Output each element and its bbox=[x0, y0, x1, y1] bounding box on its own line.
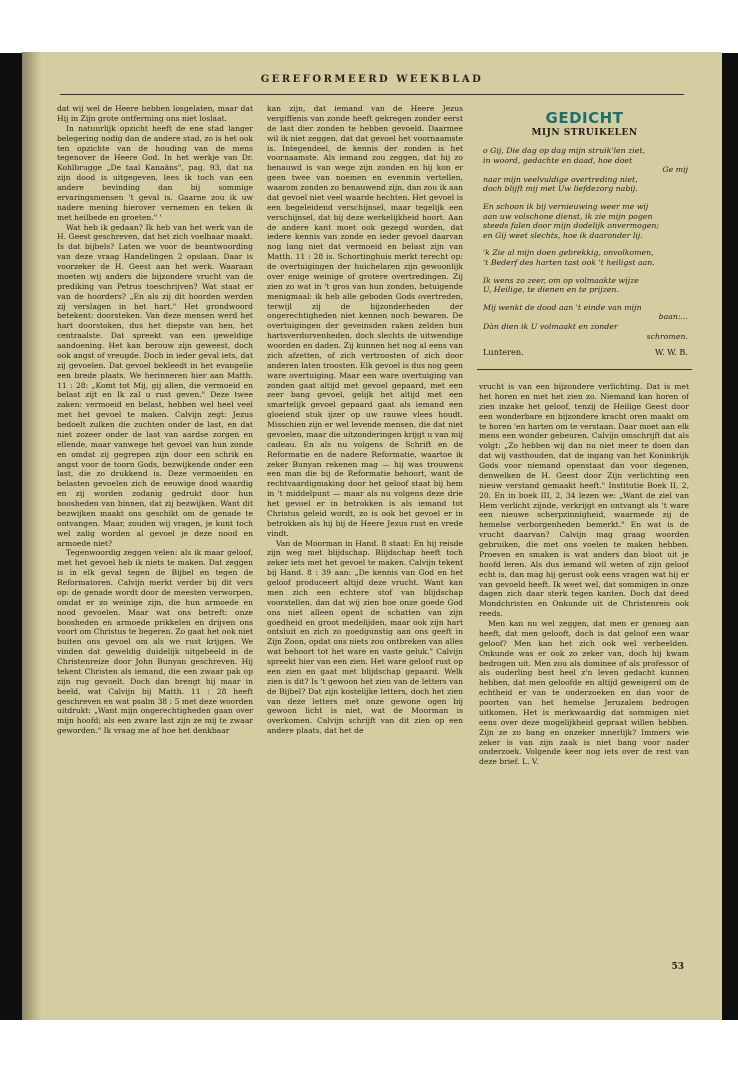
poem-stanza bbox=[483, 146, 692, 194]
newspaper-page bbox=[22, 52, 722, 1020]
poem-line: Dàn dien ik U volmaakt en zonder bbox=[483, 321, 618, 331]
poem-stanza bbox=[483, 202, 692, 240]
page-header: GEREFORMEERD WEEKBLAD bbox=[260, 74, 484, 85]
paragraph: Tegenwoordig zeggen velen: als ik maar geloof, met het gevoel heb ik niets te maken. Dat zeggen is in elk geval tegen de Bijbel en tegen de Reformatoren. Calvijn merkt verder bij dit vers op: de genade wordt door de meesten verworpen, omdat er zo weinige zijn, die hun armoede en nood gevoelen. Maar wat ons betreft: onze boosheden en armoede prikkelen en drijven ons voort om Christus te begeren. Zo gaat het ook niet buiten ons gevoel om als we rust krijgen. We vinden dat geweldig duidelijk uitgebeeld in de Christenreize door John Bunyan geschreven. Hij tekent Christen als iemand, die een zwaar pak op zijn rug gevoelt. Doch dan brengt hij maar in beeld, wat Calvijn bij Matth. 11 : 28 heeft geschreven en wat psalm 38 : 5 met deze woorden uitdrukt: „Want mijn ongerechtigheden gaan over mijn hoofd; als een zware last zijn ze mij te zwaar geworden." Ik vraag me af hoe het denkbaar bbox=[57, 548, 253, 736]
poem-line: 'k Zie al mijn doen gebrekkig, onvolkomen, bbox=[483, 248, 654, 258]
poem-line: Mij wenkt de dood aan 't einde van mijn bbox=[483, 302, 642, 312]
poem-line: o Gij, Die dag op dag mijn struik'len ziet, bbox=[483, 146, 645, 155]
poem-author: W. W. B. bbox=[655, 347, 688, 358]
poem-line: U, Heilige, te dienen en te prijzen. bbox=[483, 285, 619, 295]
poem-line: in woord, gedachte en daad, hoe doet bbox=[483, 155, 633, 165]
paragraph: vrucht is van een bijzondere verlichting. Dat is met het horen en met het zien zo. Niemand kan horen of zien inzake het geloof, tenzij de Heilige Geest door een wonderbare en bijzondere kracht oren maakt om te horen 'en harten om te verstaan. Daar moet aan elk mens een wonder gebeuren. Calvijn omschrijft dat als volgt: „Zo hebben wij dan nu niet meer te doen dan dat wij vasthouden, dat de ingang van het Koninkrijk Gods voor niemand openstaat dan voor degenen, denwelken de H. Geest door Zijn verlichting een nieuw verstand gemaakt heeft." Institutie Boek II, 2, 20. En in boek III, 2, 34 lezen we: „Want de ziel van Hem verlicht zijnde, verkrijgt en ontvangt als 't ware een nieuwe scherpzinnigheid, waarmede zij de hemelse verborgenheden bemerkt." En wat is de vrucht daarvan? Calvijn mag graag woorden gebruiken, die met ons voelen te maken hebben. Proeven en smaken is wat anders dan bloot uit je hoofd leren. Als dus iemand wil weten of zijn geloof echt is, dan mag hij gerust ook eens vragen wat hij er van gevoeld heeft. Ik weet wel, dat sommigen in onze dagen zich daar sterk tegen kanten. Doch dat deed Mondchristen en Onkunde uit de Christenreis ook reeds. bbox=[479, 382, 689, 619]
column-2 bbox=[267, 104, 463, 974]
poem-place: Lunteren. bbox=[483, 347, 524, 358]
poem-line: En schoon ik bij vernieuwing weer me wij bbox=[483, 201, 649, 211]
column-1 bbox=[57, 104, 253, 974]
paragraph: kan zijn, dat iemand van de Heere Jezus vergiffenis van zonde heeft gekregen zonder eerst de last dier zonden te hebben gevoeld. Daarmee wil ik niet zeggen, dat dat gevoel het voornaamste is. Integendeel, de kennis der zonden is het voornaamste. Als iemand zou zeggen, dat hij zo benauwd is van wege zijn zonden en hij kon er geen twee van noemen en evenmin vertellen, waarom zonden zo benauwend zijn, dan zou ik aan dat gevoel niet veel waarde hechten. Het gevoel is een begeleidend verschijnsel, maar tegelijk een verschijnsel, dat bij deze werkelijkheid hoort. Aan de andere kant moet ook gezegd worden, dat iedere kennis van zonde en ieder gevoel daarvan nog lang niet dat vermoeid en belast zijn van Matth. 11 : 28 is. Schortinghuis merkt terecht op: de overtuigingen der huichelaren zijn gewoonlijk over enige weinige of grotere overtredingen. Zij zien zo wat in 't gros van hun zonden, betuigende menigmaal: ik heb alle geboden Gods overtreden, terwijl zij de bijzonderheden der ongerechtigheden niet kennen noch bewaren. De overtuigingen der geveinsden raken zelden hun hartsverdorvenheden, doch slechts de uitwendige woorden en daden. Zij kunnen het nog al eens van zich afzetten, of zich vertroosten of zich door anderen laten troosten. Elk gevoel is dus nog geen ware overtuiging. Maar een ware overtuiging van zonden gaat altijd met gevoel gepaard, met een zeer bang gevoel, gelijk het altijd met een smartelijk gevoel gepaard gaat als iemand een gloeiend stuk ijzer op uw rauwe vlees houdt. Misschien zijn er wel levende mensen, die dat niet gevoelen, maar die uitzonderingen krijgt u van mij cadeau. En als nu volgens de Schrift en de Reformatie en de nadere Reformatie, waartoe ik zeker Bunyan rekenen mag — hij was trouwens een man die bij de Reformatie behoort, want de rechtvaardigmaking door het geloof staat bij hem in 't middelpunt — maar als nu volgens deze drie het gevoel er in betrokken is als iemand tot Christus geleid wordt, zo is ook het gevoel er in betrokken als hij bij de Heere Jezus rust en vrede vindt. bbox=[267, 104, 463, 538]
page-number: 53 bbox=[671, 962, 684, 972]
poem-stanza bbox=[483, 276, 692, 295]
poem-line: Ik wens zo zeer, om op volmaakte wijze bbox=[483, 275, 639, 285]
poem-line: schromen. bbox=[646, 331, 688, 341]
poem-line: naar mijn veelvuldige overtreding niet, bbox=[483, 174, 638, 184]
poem-stanza bbox=[483, 248, 692, 267]
header-rule bbox=[60, 94, 684, 95]
poem-signature bbox=[483, 347, 688, 357]
paragraph: Wat heb ik gedaan? Ik heb van het werk van de H. Geest geschreven, dat het zich voelbaar maakt. Is dat bijbels? Laten we voor de beantwoording van deze vraag Handelingen 2 opslaan. Daar is voorzeker de H. Geest aan het werk. Waaraan moeten wij anders die bijzondere vrucht van de prediking van Petrus toeschrijven? Wat staat er van de hoorders? „En als zij dit hoorden werden zij verslagen in het hart." Het grondwoord betekent: doorsteken. Van deze mensen werd het hart doorstoken, dus het diepste van hen, het centraalste. Dat spreekt van een geweldige aandoening. Het kan berouw zijn geweest, doch ook angst of vreugde. Doch in ieder geval iets, dat zij gevoelen. Dat gevoel bekleedt in het evangelie een brede plaats. We herinneren hier aan Matth. 11 : 28: „Komt tot Mij, gij allen, die vermoeid en belast zijt en Ik zal u rust geven." Deze twee zaken: vermoeid en belast, hebben wel heel veel met het gevoel te maken. Calvijn zegt: Jezus bedoelt zulken die zuchten onder de last, en dat niet zozeer onder de last van aardse zorgen en ellende, maar vanwege het gevoel van hun zonde en omdat zij gegrepen zijn door een schrik en angst voor de toorn Gods, bezwijkende onder een last, die zo drukkend is. Deze vermoeiden en belasten gevoelen zich de eeuwige dood waardig en zij worden zodanig gedrukt door hun boosheden van binnen, dat zij bezwijken. Want dit bezwijken maakt ons geschikt om de genade te ontvangen. Maar, zouden wij vragen, je kunt toch wel zalig worden al gevoel je deze nood en armoede niet? bbox=[57, 222, 253, 548]
poem-subtitle: MIJN STRUIKELEN bbox=[531, 128, 638, 138]
poem-line: steeds falen door mijn dodelijk onvermogen; bbox=[483, 221, 660, 231]
paragraph: Van de Moorman in Hand. 8 staat: En hij reisde zijn weg met blijdschap. Blijdschap heeft toch zeker iets met het gevoel te maken. Calvijn tekent bij Hand. 8 : 39 aan: „De kennis van God en het geloof produceert altijd deze vrucht. Want kan men zich een echtere stof van blijdschap voorstellen, dan dat wij zien hoe onze goede God ons niet alleen opent de schatten van zijn goedheid en groot medelijden, maar ook zijn hart ontsluit en zich zo goedgunstig aan ons geeft in Zijn Zoon, opdat ons niets zou ontbreken van alles wat behoort tot het ware en vaste geluk." Calvijn spreekt hier van een zien. Het ware geloof rust op een zien en gaat met blijdschap gepaard. Welk zien is dit? Is 't gewoon het zien van de letters van de Bijbel? Dat zijn kostelijke letters, doch het zien van deze letters met onze gewone ogen bij gewoon licht is niet, wat de Moorman is overkomen. Calvijn schrijft van dit zien op een andere plaats, dat het de bbox=[267, 538, 463, 736]
poem-line: 't Bederf des harten tast ook 't heiligst aan. bbox=[483, 257, 655, 267]
poem-block bbox=[477, 107, 692, 367]
paragraph: In natuurlijk opzicht heeft de ene stad langer belegering nodig dan de andere stad, zo is het ook ten opzichte van de houding van de mens tegenover de Heere God. In het werkje van Dr. Kohlbrugge „De taal Kanaäns", pag. 93, dat na zijn dood is uitgegeven, lees ik toch van een andere bevinding dan bij sommige ervaringsmensen 't geval is. Gaarne zou ik uw nadere mening hierover vernemen en teken ik met heilbede en groeten." ' bbox=[57, 123, 253, 222]
poem-box bbox=[477, 107, 692, 370]
paragraph: Men kan nu wel zeggen, dat men er genoeg aan heeft, dat men gelooft, doch is dat geloof een waar geloof? Men kan het zich ook wel verbeelden. Onkunde was er ook zo zeker van, doch hij kwam bedrogen uit. Men zou als dominee of als professor of als ouderling best heel z'n leven gedacht kunnen hebben, dat men geloofde en altijd geweigerd om de echtheid er van te onderzoeken en dan voor de poorten van het hemelse Jeruzalem bedrogen uitkomen. Het is merkwaardig dat sommigen niet eens over deze mogelijkheid gepraat willen hebben. Zijn ze zo bang en onzeker innerlijk? Immers wie zeker is van zijn zaak is niet bang voor nader onderzoek. Volgende keer nog iets over de rest van deze brief. L. V. bbox=[479, 619, 689, 767]
poem-title: GEDICHT bbox=[545, 109, 624, 127]
poem-line: aan uw volschone dienst, ik zie mijn pogen bbox=[483, 211, 653, 221]
poem-stanza bbox=[483, 303, 692, 341]
column-3 bbox=[479, 382, 689, 962]
poem-line: doch blijft mij met Uw liefdezorg nabij. bbox=[483, 184, 638, 194]
poem-line: Ge mij bbox=[662, 165, 688, 175]
page-spine-shadow bbox=[22, 52, 42, 1020]
poem-line: baan:... bbox=[658, 312, 688, 322]
poem-line: en Gij weet slechts, hoe ik daaronder lij. bbox=[483, 230, 643, 240]
paragraph: dat wij wel de Heere hebben losgelaten, maar dat Hij in Zijn grote ontferming ons niet loslaat. bbox=[57, 104, 253, 123]
